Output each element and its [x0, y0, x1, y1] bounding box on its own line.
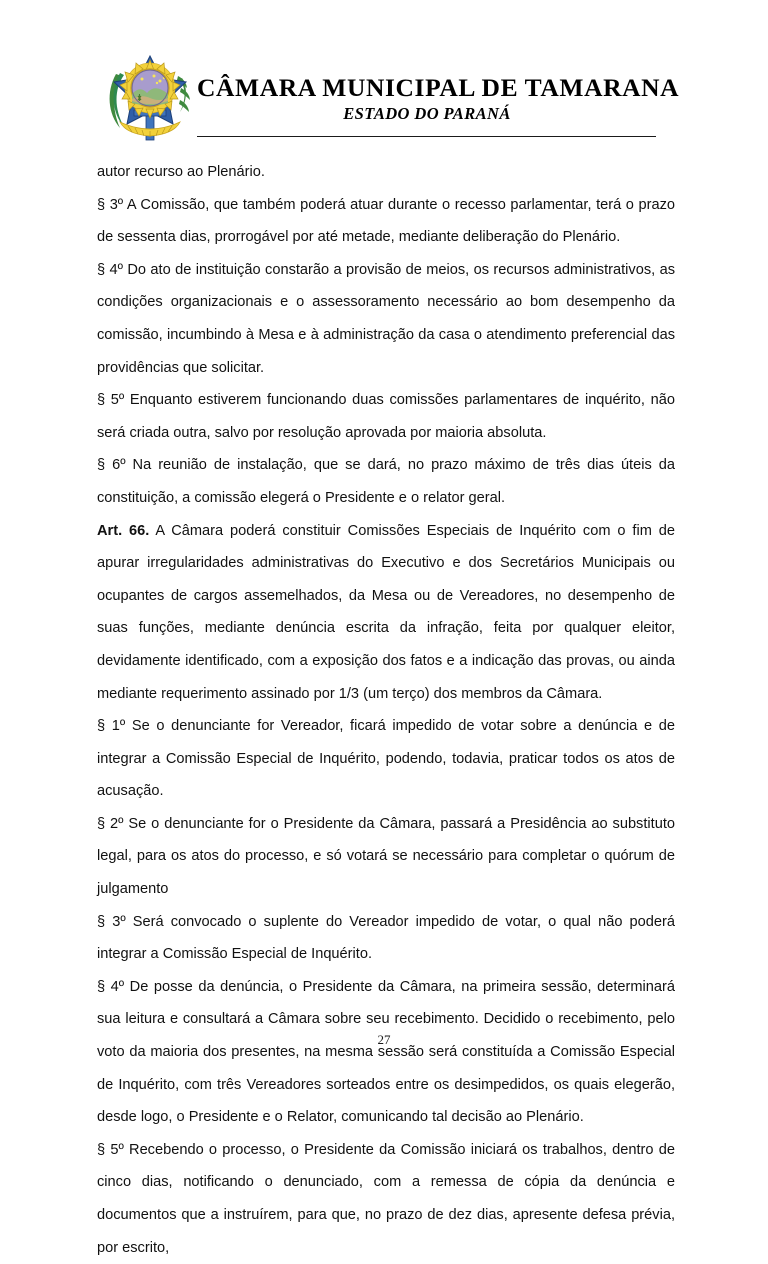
paragraph-continuation: autor recurso ao Plenário.	[97, 164, 265, 180]
tamarana-coat-of-arms-icon	[102, 52, 198, 146]
header-text-block	[197, 73, 680, 125]
document-body	[97, 156, 675, 1264]
paragraph-par-5: § 5º Enquanto estiverem funcionando duas comissões parlamentares de inquérito, não será criada outra, salvo por resolução aprovada por maioria absoluta.	[97, 392, 675, 441]
paragraph-art66-par-5: § 5º Recebendo o processo, o Presidente da Comissão iniciará os trabalhos, dentro de cinco dias, notificando o denunciado, com a remessa de cópia da denúncia e documentos que a instruírem, para que, no prazo de dez dias, apresente defesa prévia, por escrito,	[97, 1141, 675, 1256]
paragraph-art66-par-4: § 4º De posse da denúncia, o Presidente da Câmara, na primeira sessão, determinará sua leitura e consultará a Câmara sobre seu recebimento. Decidido o recebimento, pelo voto da maioria dos presentes, na mesma sessão será constituída a Comissão Especial de Inquérito, com três Vereadores sorteados entre os desimpedidos, os quais elegerão, desde logo, o Presidente e o Relator, comunicando tal decisão ao Plenário.	[97, 978, 675, 1126]
article-66-text: A Câmara poderá constituir Comissões Especiais de Inquérito com o fim de apurar irregularidades administrativas do Executivo e dos Secretários Municipais ou ocupantes de cargos assemelhados, da Mesa ou de Vereadores, no desempenho de suas funções, mediante denúncia escrita da infração, feita por qualquer eleitor, devidamente identificado, com a exposição dos fatos e a indicação das provas, ou ainda mediante requerimento assinado por 1/3 (um terço) dos membros da Câmara.	[97, 522, 675, 702]
paragraph-par-6: § 6º Na reunião de instalação, que se dará, no prazo máximo de três dias úteis da constituição, a comissão elegerá o Presidente e o relator geral.	[97, 457, 675, 506]
paragraph-art66-par-3: § 3º Será convocado o suplente do Vereador impedido de votar, o qual não poderá integrar a Comissão Especial de Inquérito.	[97, 913, 675, 963]
paragraph-par-3: § 3º A Comissão, que também poderá atuar durante o recesso parlamentar, terá o prazo de sessenta dias, prorrogável por até metade, mediante deliberação do Plenário.	[97, 196, 675, 246]
paragraph-article-66	[97, 515, 675, 711]
organization-subtitle: ESTADO DO PARANÁ	[343, 104, 511, 124]
page-number: 27	[377, 1032, 391, 1047]
document-header	[0, 50, 768, 146]
paragraph-par-4: § 4º Do ato de instituição constarão a provisão de meios, os recursos administrativos, as condições organizacionais e o assessoramento necessário ao bom desempenho da comissão, incumbindo à Mesa e à administração da casa o atendimento preferencial das providências que solicitar.	[97, 261, 675, 376]
paragraph-art66-par-1: § 1º Se o denunciante for Vereador, ficará impedido de votar sobre a denúncia e de integrar a Comissão Especial de Inquérito, podendo, todavia, praticar todos os atos de acusação.	[97, 718, 675, 800]
article-66-label: Art. 66.	[97, 522, 150, 539]
paragraph-art66-par-2: § 2º Se o denunciante for o Presidente da Câmara, passará a Presidência ao substituto legal, para os atos do processo, e só votará se necessário para completar o quórum de julgamento	[97, 815, 675, 898]
organization-title: CÂMARA MUNICIPAL DE TAMARANA	[197, 73, 680, 102]
header-divider	[197, 136, 656, 137]
